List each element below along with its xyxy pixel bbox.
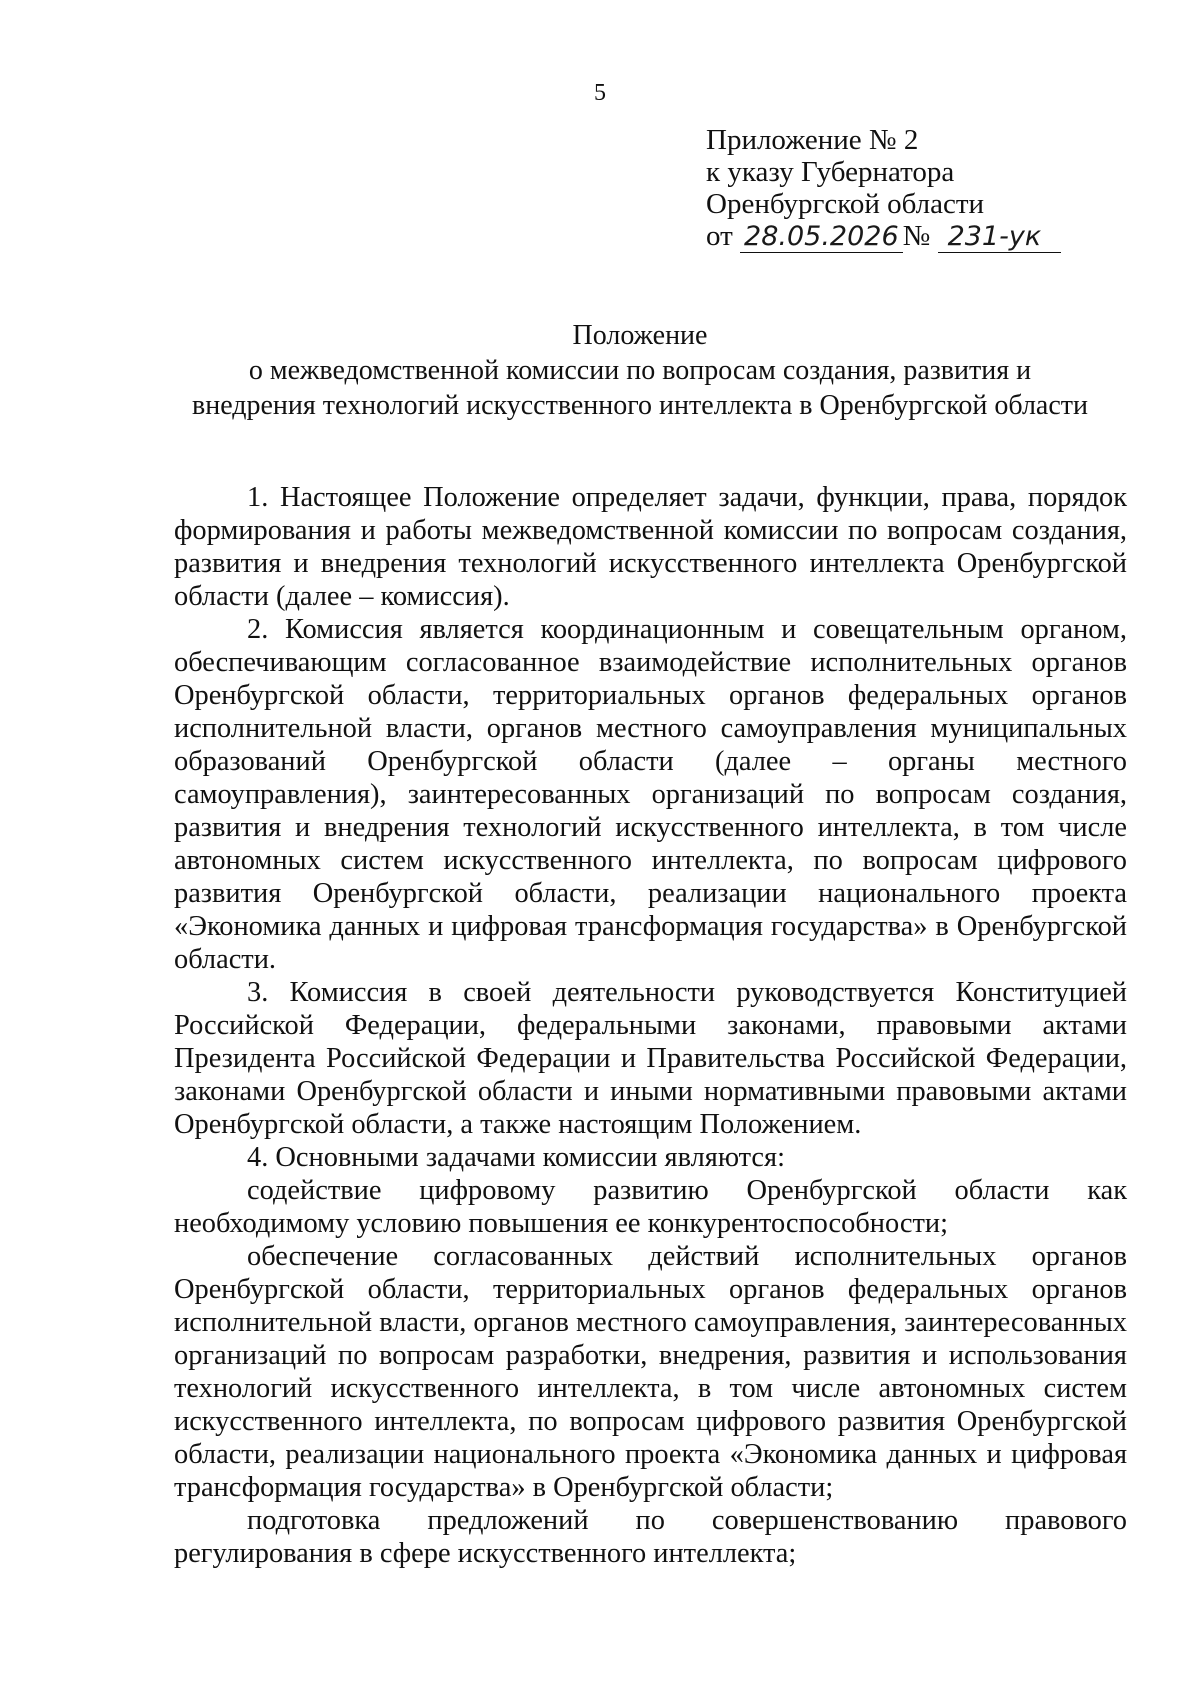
appendix-date-number: [706, 220, 1061, 256]
handwritten-number: 231-ук: [938, 222, 1062, 253]
paragraph-1: 1. Настоящее Положение определяет задачи, функции, права, порядок формирования и работы межведомственной комиссии по вопросам создания, развития и внедрения технологий искусственного интеллекта Оренбургской области (далее – комиссия).: [174, 482, 1127, 612]
title-subline-2: внедрения технологий искусственного интеллекта в Оренбургской области: [191, 390, 1089, 421]
title-heading: Положение: [572, 320, 708, 351]
date-prefix: от: [706, 220, 733, 252]
document-body: [174, 481, 1127, 1570]
document-title: [160, 318, 1120, 423]
title-subline-1: о межведомственной комиссии по вопросам создания, развития и: [248, 355, 1032, 386]
handwritten-date: 28.05.2026: [740, 222, 903, 253]
paragraph-3: 3. Комиссия в своей деятельности руководствуется Конституцией Российской Федерации, федеральными законами, правовыми актами Президента Российской Федерации и Правительства Российской Федерации, законами Оренбургской области и иными нормативными правовыми актами Оренбургской области, а также настоящим Положением.: [174, 977, 1127, 1140]
task-item-2: обеспечение согласованных действий исполнительных органов Оренбургской области, территориальных органов федеральных органов исполнительной власти, органов местного самоуправления, заинтересованных организаций по вопросам разработки, внедрения, развития и использования технологий искусственного интеллекта, в том числе автономных систем искусственного интеллекта, по вопросам цифрового развития Оренбургской области, реализации национального проекта «Экономика данных и цифровая трансформация государства» в Оренбургской области;: [174, 1241, 1127, 1503]
task-item-1: содействие цифровому развитию Оренбургской области как необходимому условию повышения ее конкурентоспособности;: [174, 1175, 1127, 1239]
appendix-decree-ref: к указу Губернатора: [706, 156, 955, 188]
appendix-title: Приложение № 2: [706, 124, 919, 156]
appendix-block: [706, 124, 1061, 256]
paragraph-2: 2. Комиссия является координационным и совещательным органом, обеспечивающим согласованное взаимодействие исполнительных органов Оренбургской области, территориальных органов федеральных органов исполнительной власти, органов местного самоуправления муниципальных образований Оренбургской области (далее – органы местного самоуправления), заинтересованных организаций по вопросам создания, развития и внедрения технологий искусственного интеллекта, в том числе автономных систем искусственного интеллекта, по вопросам цифрового развития Оренбургской области, реализации национального проекта «Экономика данных и цифровая трансформация государства» в Оренбургской области.: [174, 614, 1127, 975]
task-item-3: подготовка предложений по совершенствованию правового регулирования в сфере искусственного интеллекта;: [174, 1505, 1127, 1569]
appendix-region: Оренбургской области: [706, 188, 985, 220]
number-prefix: №: [902, 220, 931, 252]
paragraph-4: 4. Основными задачами комиссии являются:: [247, 1142, 785, 1173]
page-number: 5: [594, 80, 606, 106]
